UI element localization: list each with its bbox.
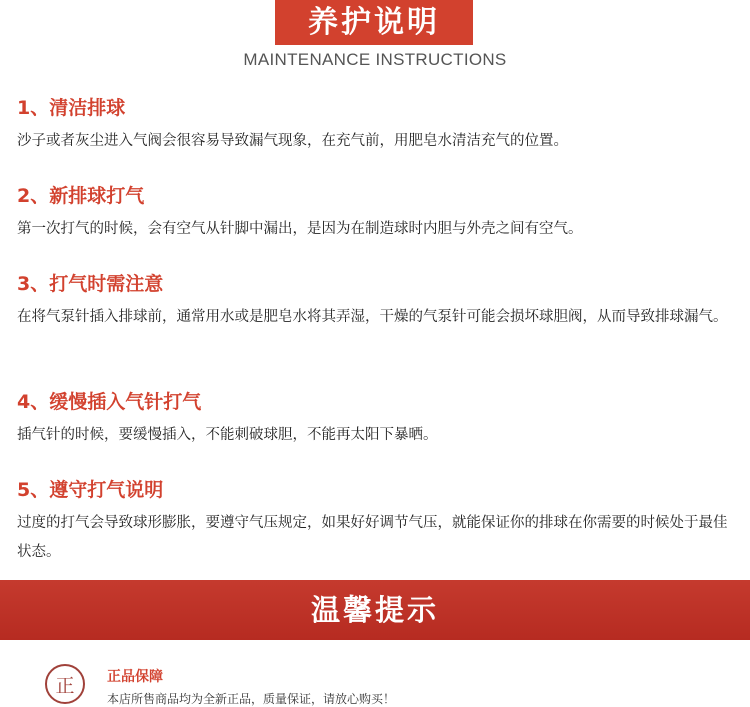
page-subtitle: MAINTENANCE INSTRUCTIONS [243,50,507,69]
section-title: 3、打气时需注意 [17,273,164,295]
page-title: 养护说明 [275,0,473,45]
section-body: 第一次打气的时候，会有空气从针脚中漏出，是因为在制造球时内胆与外壳之间有空气。 [17,221,583,237]
section-title: 2、新排球打气 [17,185,145,207]
guarantee-title: 正品保障 [107,669,163,685]
section-body: 过度的打气会导致球形膨胀，要遵守气压规定，如果好好调节气压，就能保证你的排球在你需要的时候处于最佳状态。 [17,515,728,560]
section-1 [17,95,735,156]
guarantee-text: 本店所售商品均为全新正品，质量保证，请放心购买！ [107,692,396,706]
section-title: 4、缓慢插入气针打气 [17,391,202,413]
section-body: 插气针的时候，要缓慢插入，不能刺破球胆，不能再太阳下暴晒。 [17,427,438,443]
section-title: 1、清洁排球 [17,97,126,119]
genuine-badge-icon: 正 [45,664,85,704]
section-3 [17,271,735,332]
section-4 [17,389,735,450]
section-body: 沙子或者灰尘进入气阀会很容易导致漏气现象，在充气前，用肥皂水清洁充气的位置。 [17,133,568,149]
section-5 [17,477,735,567]
section-2 [17,183,735,244]
section-title: 5、遵守打气说明 [17,479,164,501]
section-body: 在将气泵针插入排球前，通常用水或是肥皂水将其弄湿，干燥的气泵针可能会损坏球胆阀，从而导致排球漏气。 [17,309,728,325]
tips-banner: 温馨提示 [0,580,750,640]
